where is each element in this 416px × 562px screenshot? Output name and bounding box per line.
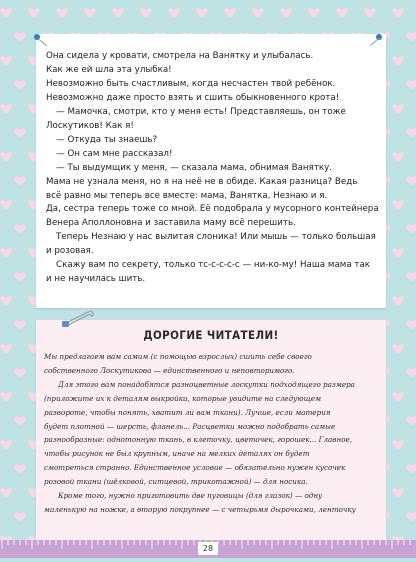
heart-icon xyxy=(406,80,416,90)
pin-line-left xyxy=(37,38,47,46)
story-line: Скажу вам по секрету, только тс-с-с-с-с — ни-ко-му! Наша мама так xyxy=(56,260,371,271)
note-line: розовой ткани (шёлковой, ситцевой, трикотажной) — для носика. xyxy=(44,477,308,487)
heart-icon xyxy=(56,8,68,18)
story-line: Невозможно быть счастливым, когда несчастен твой ребёнок. xyxy=(46,78,336,89)
note-text xyxy=(44,350,382,517)
note-line: Кроме того, нужно приготовить две пуговицы (для глазок) — одну xyxy=(58,491,323,501)
heart-icon xyxy=(0,344,12,354)
story-line: — Мамочка, смотри, кто у меня есть! Представляешь, он тоже xyxy=(56,106,346,117)
heart-icon xyxy=(196,8,208,18)
heart-icon xyxy=(392,248,404,258)
heart-icon xyxy=(392,440,404,450)
heart-icon xyxy=(84,8,96,18)
heart-icon xyxy=(0,8,12,18)
heart-icon xyxy=(392,200,404,210)
note-line: чтобы рисунок не был крупным, иначе на мелких деталях он будет xyxy=(44,449,310,459)
heart-icon xyxy=(14,368,26,378)
readers-note-card xyxy=(36,320,386,550)
story-card xyxy=(36,34,386,308)
heart-icon xyxy=(392,488,404,498)
heart-icon xyxy=(392,8,404,18)
story-line: Она сидела у кровати, смотрела на Ванятку и улыбалась. xyxy=(46,51,314,61)
heart-icon xyxy=(406,272,416,282)
note-line: собственного Лоскутикова — единственного и неповторимого. xyxy=(44,365,295,375)
heart-icon xyxy=(0,200,12,210)
story-line: и не научилась шить. xyxy=(46,274,146,285)
story-line: Мама не узнала меня, но я на неё не в обиде. Какая разница? Ведь xyxy=(46,176,358,187)
heart-icon xyxy=(28,8,40,18)
note-line: будет плотной — шерсть, фланель... Расцветки можно подобрать самые xyxy=(44,421,336,431)
story-line: Лоскутиков! Как я! xyxy=(46,120,134,131)
pin-line-right xyxy=(370,37,380,45)
note-line: маленькую на ножке, а вторую покрупнее — с четырьмя дырочками, ленточку xyxy=(44,504,356,514)
heart-icon xyxy=(14,32,26,42)
heart-icon xyxy=(140,8,152,18)
heart-icon xyxy=(406,416,416,426)
note-line: разнообразные: однотонную ткань, в клеточку, цветочек, горошек... Главное, xyxy=(44,435,353,445)
heart-icon xyxy=(406,224,416,234)
heart-icon xyxy=(406,512,416,522)
heart-icon xyxy=(0,440,12,450)
note-line: Мы предлагаем вам самим (с помощью взрослых) сшить себе своего xyxy=(44,352,312,361)
heart-icon xyxy=(112,8,124,18)
heart-icon xyxy=(0,56,12,66)
heart-icon xyxy=(14,320,26,330)
story-line: и розовая. xyxy=(46,246,94,257)
heart-icon xyxy=(406,320,416,330)
heart-icon xyxy=(14,224,26,234)
heart-icon xyxy=(14,464,26,474)
heart-icon xyxy=(280,8,292,18)
story-line: всё равно мы теперь все вместе: мама, Ванятка, Незнаю и я. xyxy=(46,190,328,201)
heart-icon xyxy=(252,8,264,18)
heart-icon xyxy=(168,8,180,18)
heart-icon xyxy=(392,104,404,114)
heart-icon xyxy=(0,392,12,402)
heart-icon xyxy=(14,416,26,426)
note-line: смотреться странно. Единственное условие — обязательно нужен кусочек xyxy=(44,463,346,473)
heart-icon xyxy=(0,104,12,114)
heart-icon xyxy=(308,8,320,18)
heart-icon xyxy=(14,512,26,522)
heart-icon xyxy=(0,296,12,306)
note-title: ДОРОГИЕ ЧИТАТЕЛИ! xyxy=(143,328,279,342)
heart-icon xyxy=(14,80,26,90)
story-line: — Он сам мне рассказал! xyxy=(56,148,173,159)
heart-icon xyxy=(406,176,416,186)
heart-icon xyxy=(392,344,404,354)
story-line: — Ты выдумщик у меня, — сказала мама, обнимая Ванятку. xyxy=(56,162,333,173)
heart-icon xyxy=(336,8,348,18)
note-line: Для этого вам понадобятся разноцветные лоскутки подходящего размера xyxy=(58,379,355,389)
story-line: Венера Аполлоновна и заставила маму всё перешить. xyxy=(46,218,296,229)
story-line: Теперь Незнаю у нас вылитая слоника! Или мышь — только большая xyxy=(56,232,376,243)
heart-icon xyxy=(406,464,416,474)
note-line: (приложите их к деталям выкройки, которые увидите на следующем xyxy=(44,393,322,403)
heart-icon xyxy=(224,8,236,18)
story-line: Как же ей шла эта улыбка! xyxy=(46,64,172,75)
story-line: — Откуда ты знаешь? xyxy=(56,134,158,145)
heart-icon xyxy=(392,56,404,66)
heart-icon xyxy=(392,152,404,162)
safety-pin-icon xyxy=(60,306,96,328)
heart-icon xyxy=(392,392,404,402)
heart-icon xyxy=(406,128,416,138)
note-line: развороте, чтобы понять, хватит ли вам ткани). Лучше, если материя xyxy=(44,407,331,417)
heart-icon xyxy=(14,176,26,186)
heart-icon xyxy=(0,152,12,162)
heart-icon xyxy=(406,32,416,42)
page-number: 28 xyxy=(198,542,218,555)
heart-icon xyxy=(14,128,26,138)
heart-icon xyxy=(0,248,12,258)
story-text xyxy=(46,50,380,287)
story-line: Невозможно даже просто взять и сшить обыкновенного крота! xyxy=(46,92,340,103)
story-line: Да, сестра теперь тоже со мной. Её подобрала у мусорного контейнера xyxy=(46,204,379,215)
heart-icon xyxy=(392,296,404,306)
heart-icon xyxy=(0,488,12,498)
heart-icon xyxy=(364,8,376,18)
heart-icon xyxy=(14,272,26,282)
heart-icon xyxy=(406,368,416,378)
